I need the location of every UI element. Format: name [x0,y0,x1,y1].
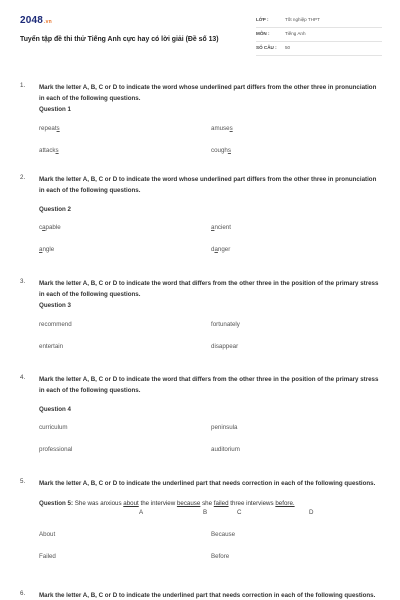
question-number: 3. [20,278,26,285]
option-a[interactable]: recommend [39,321,72,328]
option-a[interactable]: About [39,531,56,538]
option-b[interactable]: fortunately [211,321,240,328]
option-b[interactable]: peninsula [211,424,238,431]
question-5 [0,478,400,590]
option-d[interactable]: auditorium [211,446,240,453]
logo-sub: .vn [44,19,52,25]
question-3 [0,278,400,374]
marker-d: D [309,509,314,516]
marker-c: C [237,509,242,516]
question-6 [0,590,400,600]
site-logo[interactable] [20,15,52,26]
underlined-part-a: about [123,500,139,507]
question-instruction: Mark the letter A, B, C or D to indicate the word whose underlined part differs from the other three in pronunciation in each of the following questions. [39,84,377,102]
option-c[interactable]: attacks [39,147,59,154]
meta-value: Tốt nghiệp THPT [285,17,320,22]
option-c[interactable]: angle [39,246,55,253]
question-instruction: Mark the letter A, B, C or D to indicate the word that differs from the other three in the position of the primary stress in each of the following questions. [39,280,379,298]
underlined-part-c: failed [213,500,229,507]
meta-row-subject [256,28,382,42]
underlined-part-d: before. [275,500,295,507]
question-number: 6. [20,590,26,597]
answer-options [39,531,381,560]
question-sentence: Question 5: She was anxious about the interview because she failed three interviews before. [39,500,295,507]
answer-options [39,424,381,453]
question-instruction: Mark the letter A, B, C or D to indicate the underlined part that needs correction in each of the following questions. [39,592,376,599]
question-label: Question 5: [39,500,74,507]
document-title: Tuyển tập đề thi thử Tiếng Anh cực hay có lời giải (Đề số 13) [20,36,219,43]
meta-value: Tiếng Anh [285,31,306,36]
question-instruction: Mark the letter A, B, C or D to indicate the word whose underlined part differs from the other three in pronunciation in each of the following questions. [39,176,377,194]
option-c[interactable]: Failed [39,553,56,560]
meta-key: SỐ CÂU : [256,45,277,50]
option-d[interactable]: danger [211,246,231,253]
question-1 [0,82,400,174]
meta-key: LỚP : [256,17,269,22]
option-b[interactable]: Because [211,531,236,538]
option-a[interactable]: curriculum [39,424,68,431]
option-d[interactable]: Before [211,553,230,560]
question-number: 1. [20,82,26,89]
option-b[interactable]: amuses [211,125,233,132]
question-number: 4. [20,374,26,381]
logo-main: 2048 [20,15,44,26]
meta-value: 50 [285,45,291,50]
question-label: Question 4 [39,406,71,413]
option-a[interactable]: repeats [39,125,60,132]
question-instruction: Mark the letter A, B, C or D to indicate the underlined part that needs correction in each of the following questions. [39,480,376,487]
question-label: Question 2 [39,206,71,213]
option-c[interactable]: entertain [39,343,64,350]
answer-options [39,125,381,154]
option-d[interactable]: coughs [211,147,231,154]
option-a[interactable]: capable [39,224,61,231]
question-number: 2. [20,174,26,181]
question-instruction: Mark the letter A, B, C or D to indicate the word that differs from the other three in the position of the primary stress in each of the following questions. [39,376,379,394]
option-c[interactable]: professional [39,446,73,453]
marker-b: B [203,509,208,516]
question-2 [0,174,400,278]
meta-row-class [256,14,382,28]
question-number: 5. [20,478,26,485]
option-b[interactable]: ancient [211,224,231,231]
underlined-part-b: because [176,500,201,507]
option-d[interactable]: disappear [211,343,239,350]
document-header [20,14,382,60]
question-list [0,82,400,600]
document-meta [256,14,382,56]
question-label: Question 3 [39,302,71,309]
marker-a: A [139,509,144,516]
answer-options [39,224,381,253]
meta-key: MÔN : [256,31,270,36]
answer-options [39,321,381,350]
question-label: Question 1 [39,106,71,113]
question-4 [0,374,400,478]
part-markers [39,509,381,521]
meta-row-count [256,42,382,56]
